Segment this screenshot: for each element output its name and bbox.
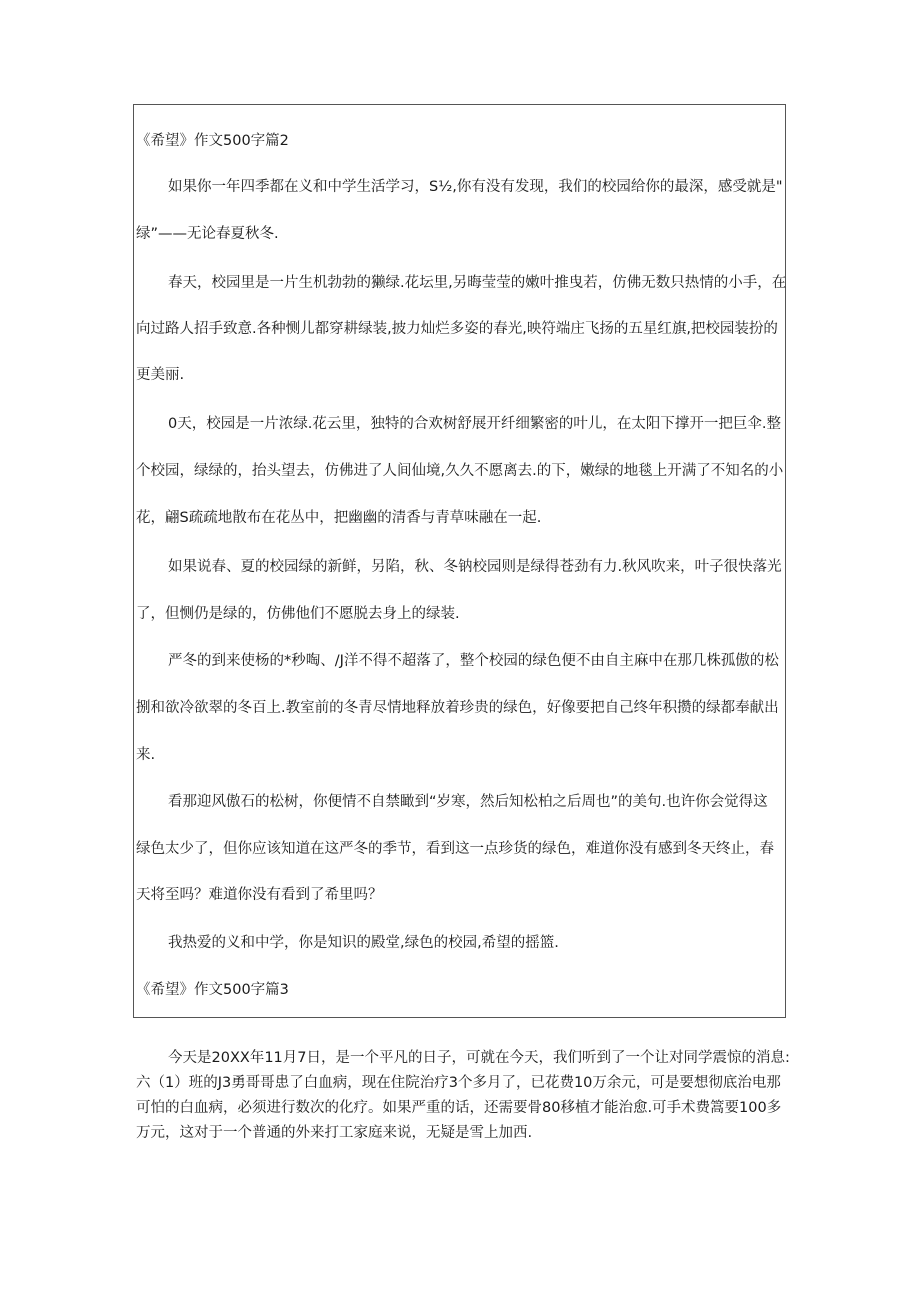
text-line: 可怕的白血病，必须进行数次的化疗。如果严重的话，还需要骨80移植才能治愈.可手术费篙要100多	[136, 1100, 782, 1116]
text-line: 捌和欲冷欲翠的冬百上.教室前的冬青尽情地释放着珍贵的绿色，好像要把自己终年积攒的绿都奉献出	[136, 700, 779, 716]
text-line: 如果说春、夏的校园绿的新鲜，另陷，秋、冬钠校园则是绿得苍劲有力.秋风吹来，叶子很快落光	[168, 559, 782, 575]
text-line: 我热爱的义和中学，你是知识的殿堂,绿色的校园,希望的摇篮.	[168, 935, 559, 951]
text-line: 万元，这对于一个普通的外来打工家庭来说，无疑是雪上加西.	[136, 1125, 533, 1141]
text-line: 今天是20XX年11月7日，是一个平凡的日子，可就在今天，我们听到了一个让对同学震惊的消息:	[168, 1050, 790, 1066]
text-line: 如果你一年四季都在义和中学生活学习，S½,你有没有发现，我们的校园给你的最深，感受就是"	[168, 179, 783, 195]
text-line: 花，翩S疏疏地散布在花丛中，把幽幽的清香与青草味融在一起.	[136, 510, 542, 526]
text-line: 绿”——无论春夏秋冬.	[136, 226, 279, 242]
text-line: 严冬的到来使杨的*秒啕、/J洋不得不超落了，整个校园的绿色便不由自主麻中在那几株孤傲的松	[168, 653, 779, 669]
text-line: 天将至吗？难道你没有看到了希里吗？	[136, 887, 383, 903]
text-line: 0天，校园是一片浓绿.花云里，独特的合欢树舒展开纤细繁密的叶儿，在太阳下撑开一把巨伞.整	[168, 416, 781, 432]
text-line: 来.	[136, 747, 156, 763]
text-line: 向过路人招手致意.各种恻儿都穿耕绿装,披力灿烂多姿的春光,映符端庄飞扬的五星红旗,把校园装扮的	[136, 321, 778, 337]
text-line: 更美丽.	[136, 367, 185, 383]
text-line: 个校园，绿绿的，抬头望去，仿佛进了人间仙境,久久不愿离去.的下，嫩绿的地毯上开满了不知名的小	[136, 463, 784, 479]
text-line: 春天，校园里是一片生机勃勃的獭绿.花坛里,另晦莹莹的嫩叶推曳若，仿佛无数只热情的小手，在	[168, 275, 787, 291]
text-line: 绿色太少了，但你应该知道在这严冬的季节，看到这一点珍货的绿色，难道你没有感到冬天终止，春	[136, 841, 774, 857]
section3-title: 《希望》作文500字篇3	[136, 982, 289, 998]
text-line: 看那迎风傲石的松树，你便情不自禁瞰到“岁寒，然后知松柏之后周也”的美句.也许你会觉得这	[168, 794, 768, 810]
section2-title: 《希望》作文500字篇2	[136, 133, 289, 149]
text-line: 六（1）班的J3勇哥哥患了白血病，现在住院治疗3个多月了，已花费10万余元，可是要想彻底治电那	[136, 1075, 781, 1091]
text-line: 了，但恻仍是绿的，仿佛他们不愿脱去身上的绿装.	[136, 606, 460, 622]
